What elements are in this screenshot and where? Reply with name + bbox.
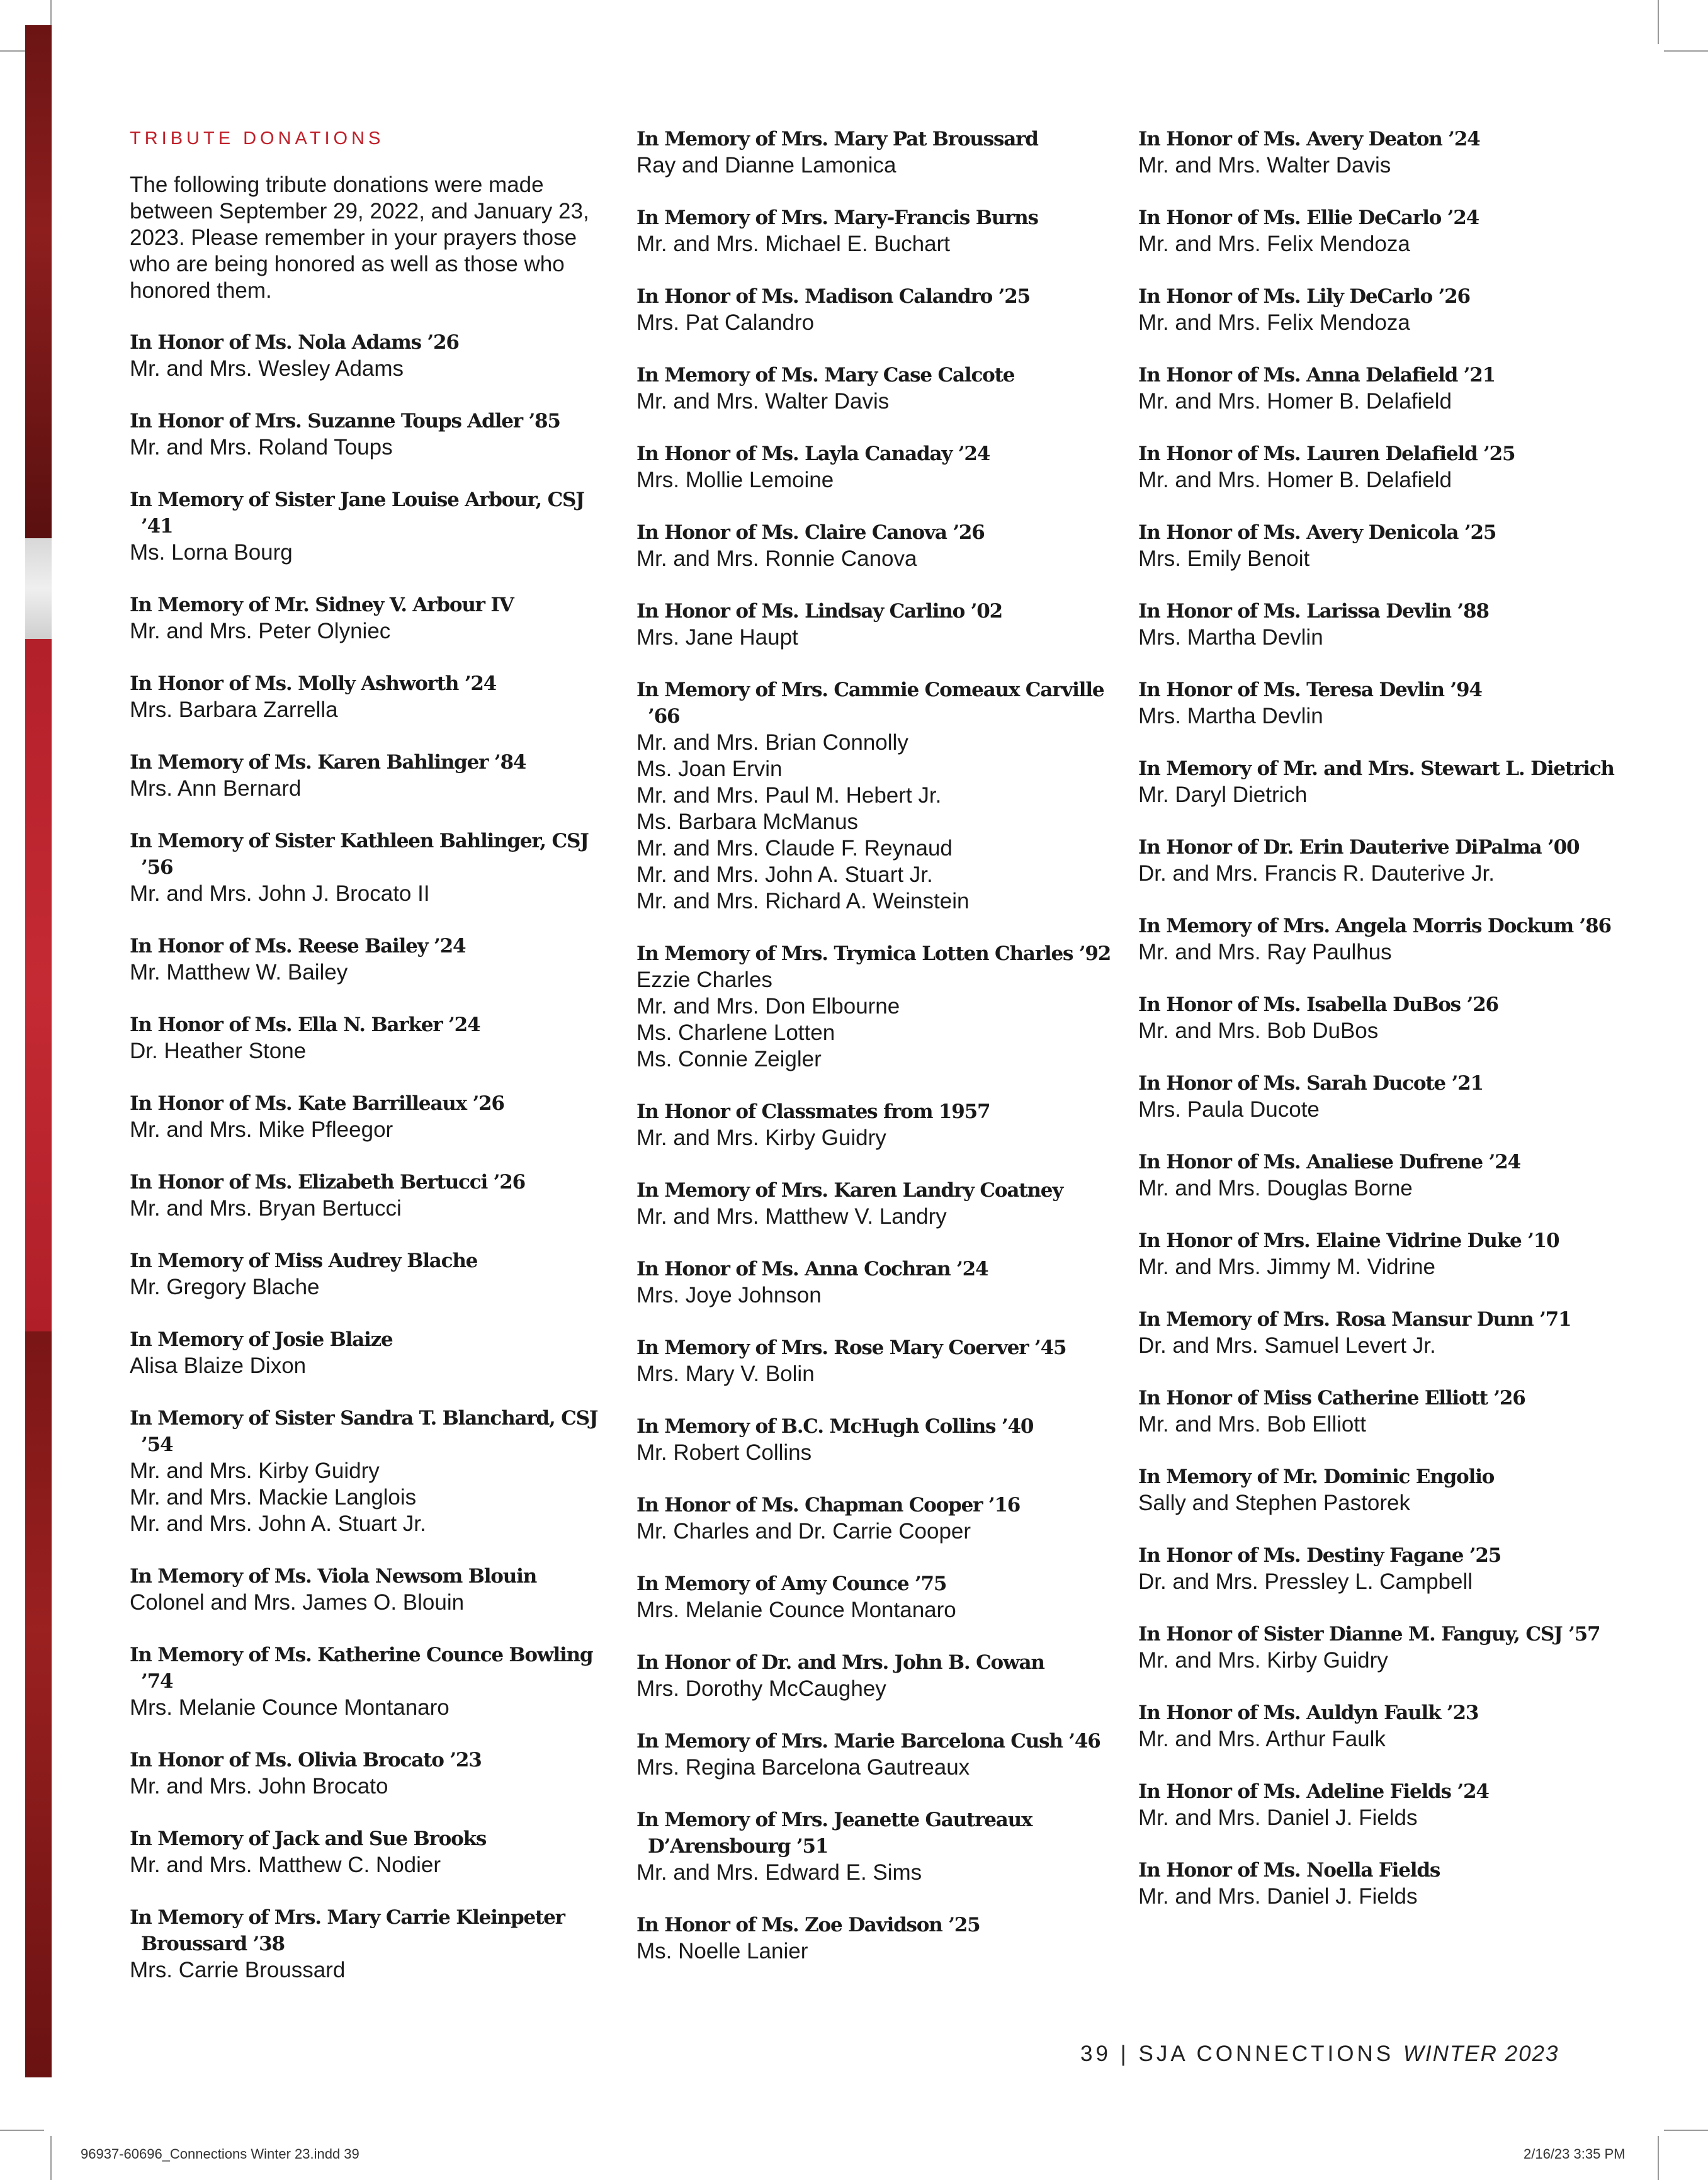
donor-name: Mr. Charles and Dr. Carrie Cooper xyxy=(636,1519,971,1544)
donor-name: Mr. and Mrs. Mackie Langlois xyxy=(130,1485,417,1510)
honoree-name: In Memory of Mrs. Jeanette Gautreaux D’Arensbourg ’51 xyxy=(636,1809,1032,1858)
tribute-entry xyxy=(636,1728,1115,1781)
tribute-entry xyxy=(1138,991,1617,1044)
donor-name: Mrs. Carrie Broussard xyxy=(130,1958,346,1982)
page-number: 39 xyxy=(1080,2042,1111,2066)
tribute-entry xyxy=(636,362,1115,415)
tribute-entry xyxy=(636,1098,1115,1151)
tribute-entry xyxy=(1138,283,1617,336)
honoree-name: In Honor of Ms. Isabella DuBos ’26 xyxy=(1138,993,1498,1016)
tribute-entry xyxy=(130,1326,608,1379)
honoree-name: In Memory of Mrs. Rosa Mansur Dunn ’71 xyxy=(1138,1308,1571,1331)
tribute-entry xyxy=(636,1571,1115,1624)
donor-name: Mrs. Martha Devlin xyxy=(1138,704,1323,728)
honoree-name: In Honor of Ms. Noella Fields xyxy=(1138,1859,1440,1882)
tribute-entry xyxy=(636,677,1115,915)
honoree-name: In Honor of Ms. Adeline Fields ’24 xyxy=(1138,1780,1489,1803)
tribute-entry xyxy=(636,1649,1115,1702)
section-title: TRIBUTE DONATIONS xyxy=(130,128,385,149)
tribute-entry xyxy=(130,1747,608,1800)
tribute-entry xyxy=(130,408,608,461)
tribute-entry xyxy=(130,1169,608,1222)
donor-name: Mrs. Martha Devlin xyxy=(1138,625,1323,650)
honoree-name: In Honor of Ms. Teresa Devlin ’94 xyxy=(1138,679,1482,701)
donor-name: Mr. and Mrs. Wesley Adams xyxy=(130,356,404,381)
tribute-entry xyxy=(1138,1228,1617,1280)
crop-mark-bottom-left-horizontal xyxy=(0,2130,44,2131)
tribute-entry xyxy=(130,749,608,802)
donor-name: Mrs. Regina Barcelona Gautreaux xyxy=(636,1755,970,1780)
tribute-entry xyxy=(130,329,608,382)
honoree-name: In Memory of Mrs. Cammie Comeaux Carville ’66 xyxy=(636,679,1104,728)
donor-name: Mr. and Mrs. Douglas Borne xyxy=(1138,1176,1413,1200)
tribute-entry xyxy=(130,592,608,645)
issue-name: WINTER 2023 xyxy=(1403,2042,1559,2066)
honoree-name: In Memory of Mrs. Rose Mary Coerver ’45 xyxy=(636,1336,1066,1359)
donor-name: Mr. and Mrs. John Brocato xyxy=(130,1774,388,1799)
honoree-name: In Honor of Ms. Lily DeCarlo ’26 xyxy=(1138,285,1470,308)
honoree-name: In Honor of Ms. Molly Ashworth ’24 xyxy=(130,672,497,695)
donor-name: Mr. and Mrs. Ray Paulhus xyxy=(1138,940,1392,964)
tribute-entry xyxy=(130,1563,608,1616)
honoree-name: In Memory of Sister Jane Louise Arbour, CSJ ’41 xyxy=(130,489,584,538)
crop-mark-bottom-right-horizontal xyxy=(1664,2130,1708,2131)
decorative-strip-dark-red-lower xyxy=(25,1331,52,2077)
tribute-entry xyxy=(636,1177,1115,1230)
donor-name: Mr. and Mrs. Claude F. Reynaud xyxy=(636,836,953,861)
donor-name: Mrs. Paula Ducote xyxy=(1138,1097,1320,1122)
honoree-name: In Honor of Ms. Anna Cochran ’24 xyxy=(636,1258,988,1280)
donor-name: Mr. and Mrs. Don Elbourne xyxy=(636,994,900,1019)
tribute-entry xyxy=(1138,205,1617,257)
honoree-name: In Honor of Mrs. Elaine Vidrine Duke ’10 xyxy=(1138,1229,1559,1252)
donor-name: Mr. and Mrs. Peter Olyniec xyxy=(130,619,391,643)
tribute-entry xyxy=(636,1807,1115,1886)
honoree-name: In Memory of Josie Blaize xyxy=(130,1328,393,1351)
donor-name: Mr. and Mrs. Kirby Guidry xyxy=(636,1126,886,1150)
tribute-entry xyxy=(636,283,1115,336)
tribute-entry xyxy=(1138,1621,1617,1674)
honoree-name: In Memory of Mrs. Karen Landry Coatney xyxy=(636,1179,1063,1202)
tribute-entry xyxy=(130,670,608,723)
donor-name: Dr. and Mrs. Samuel Levert Jr. xyxy=(1138,1333,1436,1358)
honoree-name: In Memory of Ms. Mary Case Calcote xyxy=(636,364,1015,387)
honoree-name: In Memory of Mrs. Mary-Francis Burns xyxy=(636,206,1038,229)
donor-name: Ms. Lorna Bourg xyxy=(130,540,293,565)
honoree-name: In Honor of Ms. Zoe Davidson ’25 xyxy=(636,1914,980,1936)
tribute-entry xyxy=(1138,441,1617,494)
honoree-name: In Memory of Mr. Sidney V. Arbour IV xyxy=(130,594,514,616)
tribute-entry xyxy=(130,1826,608,1878)
tribute-entry xyxy=(130,1405,608,1537)
tribute-entry xyxy=(1138,362,1617,415)
crop-mark-top-right xyxy=(1658,0,1659,44)
honoree-name: In Memory of Sister Kathleen Bahlinger, CSJ ’56 xyxy=(130,830,589,879)
tribute-entry xyxy=(1138,1542,1617,1595)
honoree-name: In Honor of Ms. Avery Denicola ’25 xyxy=(1138,521,1496,544)
tribute-entry xyxy=(1138,1149,1617,1202)
donor-name: Mr. and Mrs. Brian Connolly xyxy=(636,730,908,755)
tribute-entry xyxy=(636,1912,1115,1965)
honoree-name: In Honor of Ms. Analiese Dufrene ’24 xyxy=(1138,1151,1520,1173)
donor-name: Mrs. Ann Bernard xyxy=(130,776,302,801)
honoree-name: In Honor of Ms. Destiny Fagane ’25 xyxy=(1138,1544,1502,1567)
tribute-entry xyxy=(1138,1464,1617,1516)
donor-name: Mrs. Mollie Lemoine xyxy=(636,468,834,492)
donor-name: Mr. and Mrs. Bob DuBos xyxy=(1138,1019,1379,1043)
honoree-name: In Honor of Ms. Sarah Ducote ’21 xyxy=(1138,1072,1483,1095)
honoree-name: In Honor of Ms. Lauren Delafield ’25 xyxy=(1138,443,1515,465)
donor-name: Ms. Noelle Lanier xyxy=(636,1939,808,1963)
donor-name: Mr. and Mrs. Mike Pfleegor xyxy=(130,1117,393,1142)
donor-name: Mr. and Mrs. Matthew V. Landry xyxy=(636,1204,947,1229)
donor-name: Mrs. Melanie Counce Montanaro xyxy=(636,1598,956,1622)
donor-name: Mr. and Mrs. Richard A. Weinstein xyxy=(636,889,970,913)
honoree-name: In Honor of Dr. Erin Dauterive DiPalma ’00 xyxy=(1138,836,1580,859)
honoree-name: In Honor of Ms. Ella N. Barker ’24 xyxy=(130,1014,480,1036)
donor-name: Ms. Joan Ervin xyxy=(636,757,783,781)
tribute-entry xyxy=(636,1413,1115,1466)
honoree-name: In Memory of Mr. and Mrs. Stewart L. Dietrich xyxy=(1138,757,1614,780)
honoree-name: In Honor of Ms. Lindsay Carlino ’02 xyxy=(636,600,1003,623)
tribute-column-3 xyxy=(1138,126,1617,1936)
donor-name: Mr. and Mrs. Homer B. Delafield xyxy=(1138,389,1452,414)
decorative-strip-red xyxy=(25,639,52,1331)
tribute-entry xyxy=(636,519,1115,572)
donor-name: Mr. and Mrs. Bob Elliott xyxy=(1138,1412,1366,1437)
tribute-entry xyxy=(1138,1306,1617,1359)
tribute-entry xyxy=(636,1335,1115,1387)
honoree-name: In Memory of Jack and Sue Brooks xyxy=(130,1827,487,1850)
donor-name: Sally and Stephen Pastorek xyxy=(1138,1491,1410,1515)
tribute-entry xyxy=(130,828,608,907)
donor-name: Mr. and Mrs. Michael E. Buchart xyxy=(636,232,950,256)
tribute-entry xyxy=(636,126,1115,179)
donor-name: Mr. and Mrs. Bryan Bertucci xyxy=(130,1196,402,1221)
decorative-strip-dark-red xyxy=(25,25,52,538)
honoree-name: In Memory of Ms. Karen Bahlinger ’84 xyxy=(130,751,526,774)
donor-name: Ms. Barbara McManus xyxy=(636,810,859,834)
tribute-entry xyxy=(1138,519,1617,572)
donor-name: Mrs. Melanie Counce Montanaro xyxy=(130,1695,450,1720)
honoree-name: In Memory of B.C. McHugh Collins ’40 xyxy=(636,1415,1034,1438)
tribute-entry xyxy=(636,1492,1115,1545)
donor-name: Mr. and Mrs. Walter Davis xyxy=(636,389,890,414)
tribute-entry xyxy=(636,205,1115,257)
decorative-strip-white xyxy=(25,538,52,639)
honoree-name: In Honor of Ms. Layla Canaday ’24 xyxy=(636,443,990,465)
donor-name: Mrs. Emily Benoit xyxy=(1138,546,1310,571)
tribute-list-1 xyxy=(130,329,608,1984)
donor-name: Ms. Connie Zeigler xyxy=(636,1047,822,1071)
donor-name: Mr. and Mrs. Matthew C. Nodier xyxy=(130,1853,441,1877)
tribute-entry xyxy=(1138,1778,1617,1831)
honoree-name: In Memory of Miss Audrey Blache xyxy=(130,1250,478,1272)
tribute-list-2 xyxy=(636,126,1115,1965)
honoree-name: In Memory of Amy Counce ’75 xyxy=(636,1573,947,1595)
honoree-name: In Honor of Classmates from 1957 xyxy=(636,1100,990,1123)
tribute-entry xyxy=(636,940,1115,1073)
tribute-entry xyxy=(1138,1070,1617,1123)
donor-name: Dr. and Mrs. Pressley L. Campbell xyxy=(1138,1569,1473,1594)
honoree-name: In Honor of Ms. Chapman Cooper ’16 xyxy=(636,1494,1021,1516)
honoree-name: In Memory of Mr. Dominic Engolio xyxy=(1138,1466,1495,1488)
donor-name: Mr. and Mrs. Felix Mendoza xyxy=(1138,232,1410,256)
donor-name: Mr. and Mrs. Arthur Faulk xyxy=(1138,1727,1386,1751)
crop-mark-bottom-right xyxy=(1658,2136,1659,2180)
donor-name: Mrs. Dorothy McCaughey xyxy=(636,1676,886,1701)
tribute-entry xyxy=(1138,755,1617,808)
tribute-entry xyxy=(1138,677,1617,730)
honoree-name: In Memory of Mrs. Angela Morris Dockum ’86 xyxy=(1138,915,1611,937)
honoree-name: In Honor of Dr. and Mrs. John B. Cowan xyxy=(636,1651,1044,1674)
print-slug-date: 2/16/23 3:35 PM xyxy=(1524,2146,1626,2162)
donor-name: Mr. and Mrs. John A. Stuart Jr. xyxy=(636,862,933,887)
donor-name: Mr. and Mrs. Kirby Guidry xyxy=(130,1459,380,1483)
tribute-entry xyxy=(130,933,608,986)
donor-name: Alisa Blaize Dixon xyxy=(130,1353,307,1378)
honoree-name: In Honor of Ms. Larissa Devlin ’88 xyxy=(1138,600,1489,623)
donor-name: Dr. and Mrs. Francis R. Dauterive Jr. xyxy=(1138,861,1495,886)
donor-name: Mr. Matthew W. Bailey xyxy=(130,960,348,985)
donor-name: Mr. and Mrs. Daniel J. Fields xyxy=(1138,1884,1418,1909)
honoree-name: In Honor of Ms. Avery Deaton ’24 xyxy=(1138,128,1480,150)
tribute-entry xyxy=(1138,598,1617,651)
footer-separator: | xyxy=(1120,2042,1129,2066)
donor-name: Mr. and Mrs. Daniel J. Fields xyxy=(1138,1805,1418,1830)
donor-name: Mr. and Mrs. Roland Toups xyxy=(130,435,393,460)
tribute-entry xyxy=(130,1012,608,1065)
donor-name: Mr. and Mrs. Kirby Guidry xyxy=(1138,1648,1388,1673)
tribute-list-3 xyxy=(1138,126,1617,1910)
honoree-name: In Memory of Ms. Viola Newsom Blouin xyxy=(130,1565,537,1588)
tribute-entry xyxy=(130,487,608,566)
honoree-name: In Honor of Ms. Anna Delafield ’21 xyxy=(1138,364,1495,387)
donor-name: Mrs. Jane Haupt xyxy=(636,625,798,650)
crop-mark-top-right-horizontal xyxy=(1664,50,1708,52)
honoree-name: In Memory of Mrs. Trymica Lotten Charles ’92 xyxy=(636,942,1111,965)
tribute-entry xyxy=(1138,1700,1617,1753)
donor-name: Mr. and Mrs. Felix Mendoza xyxy=(1138,310,1410,335)
intro-paragraph: The following tribute donations were made between September 29, 2022, and January 23, 2023. Please remember in your prayers those who are being honored as well as those who honored them. xyxy=(130,172,589,303)
donor-name: Mr. and Mrs. Paul M. Hebert Jr. xyxy=(636,783,942,808)
crop-mark-bottom-left xyxy=(50,2136,52,2180)
tribute-column-2 xyxy=(636,126,1115,1991)
honoree-name: In Honor of Ms. Kate Barrilleaux ’26 xyxy=(130,1092,504,1115)
honoree-name: In Honor of Ms. Ellie DeCarlo ’24 xyxy=(1138,206,1479,229)
honoree-name: In Memory of Mrs. Mary Pat Broussard xyxy=(636,128,1038,150)
donor-name: Mr. and Mrs. Walter Davis xyxy=(1138,153,1391,178)
honoree-name: In Memory of Mrs. Mary Carrie Kleinpeter Broussard ’38 xyxy=(130,1906,565,1955)
tribute-entry xyxy=(1138,1385,1617,1438)
honoree-name: In Honor of Ms. Nola Adams ’26 xyxy=(130,331,459,354)
tribute-entry xyxy=(1138,834,1617,887)
tribute-entry xyxy=(130,1248,608,1301)
donor-name: Mr. and Mrs. Homer B. Delafield xyxy=(1138,468,1452,492)
publication-name: SJA CONNECTIONS xyxy=(1138,2042,1394,2066)
tribute-entry xyxy=(636,441,1115,494)
donor-name: Mr. and Mrs. Ronnie Canova xyxy=(636,546,917,571)
donor-name: Mr. Daryl Dietrich xyxy=(1138,782,1308,807)
honoree-name: In Honor of Ms. Olivia Brocato ’23 xyxy=(130,1749,482,1771)
donor-name: Ray and Dianne Lamonica xyxy=(636,153,896,178)
tribute-entry xyxy=(1138,1857,1617,1910)
honoree-name: In Memory of Ms. Katherine Counce Bowling ’74 xyxy=(130,1644,593,1693)
honoree-name: In Honor of Ms. Claire Canova ’26 xyxy=(636,521,985,544)
donor-name: Mr. Gregory Blache xyxy=(130,1275,320,1299)
donor-name: Mrs. Joye Johnson xyxy=(636,1283,822,1307)
tribute-entry xyxy=(130,1090,608,1143)
tribute-entry xyxy=(130,1904,608,1984)
donor-name: Ezzie Charles xyxy=(636,968,772,992)
honoree-name: In Honor of Ms. Reese Bailey ’24 xyxy=(130,935,466,957)
donor-name: Mrs. Pat Calandro xyxy=(636,310,815,335)
tribute-entry xyxy=(1138,913,1617,966)
tribute-entry xyxy=(636,1256,1115,1309)
honoree-name: In Honor of Miss Catherine Elliott ’26 xyxy=(1138,1387,1525,1409)
donor-name: Dr. Heather Stone xyxy=(130,1039,307,1063)
tribute-column-1 xyxy=(130,126,608,2009)
honoree-name: In Honor of Ms. Auldyn Faulk ’23 xyxy=(1138,1702,1479,1724)
donor-name: Mrs. Mary V. Bolin xyxy=(636,1362,815,1386)
honoree-name: In Honor of Ms. Elizabeth Bertucci ’26 xyxy=(130,1171,525,1194)
tribute-entry xyxy=(130,1642,608,1721)
honoree-name: In Memory of Sister Sandra T. Blanchard, CSJ ’54 xyxy=(130,1407,598,1456)
page-footer xyxy=(1080,2042,1559,2067)
donor-name: Mr. Robert Collins xyxy=(636,1440,812,1465)
donor-name: Mr. and Mrs. John A. Stuart Jr. xyxy=(130,1511,426,1536)
donor-name: Ms. Charlene Lotten xyxy=(636,1020,835,1045)
donor-name: Mr. and Mrs. Jimmy M. Vidrine xyxy=(1138,1255,1435,1279)
honoree-name: In Memory of Mrs. Marie Barcelona Cush ’46 xyxy=(636,1730,1100,1753)
honoree-name: In Honor of Sister Dianne M. Fanguy, CSJ ’57 xyxy=(1138,1623,1600,1646)
print-slug-file: 96937-60696_Connections Winter 23.indd 39 xyxy=(81,2146,359,2162)
honoree-name: In Honor of Ms. Madison Calandro ’25 xyxy=(636,285,1030,308)
donor-name: Colonel and Mrs. James O. Blouin xyxy=(130,1590,465,1615)
donor-name: Mr. and Mrs. John J. Brocato II xyxy=(130,881,430,906)
tribute-entry xyxy=(1138,126,1617,179)
honoree-name: In Honor of Mrs. Suzanne Toups Adler ’85 xyxy=(130,410,560,432)
tribute-entry xyxy=(636,598,1115,651)
donor-name: Mrs. Barbara Zarrella xyxy=(130,697,338,722)
donor-name: Mr. and Mrs. Edward E. Sims xyxy=(636,1860,922,1885)
